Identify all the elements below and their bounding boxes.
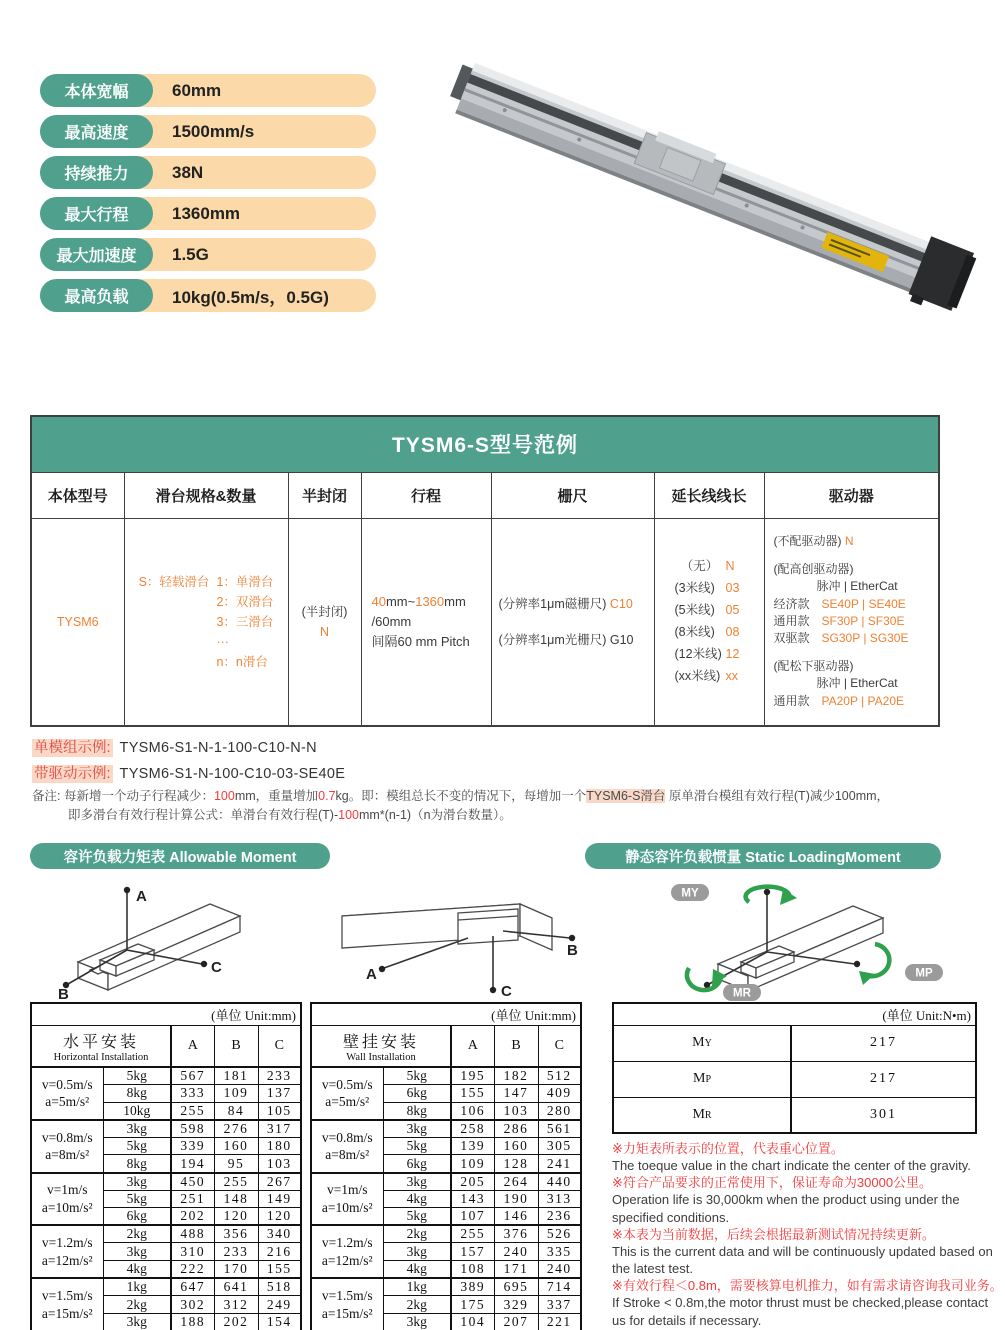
slider-option: ··· xyxy=(216,634,229,649)
value-cell: 313 xyxy=(538,1190,581,1208)
value-cell: 84 xyxy=(214,1102,258,1120)
spec-badge xyxy=(40,115,376,148)
value-cell: 526 xyxy=(538,1225,581,1243)
load-cell: 3kg xyxy=(383,1243,451,1261)
value-cell: 276 xyxy=(214,1120,258,1138)
col-a: A xyxy=(451,1025,494,1067)
load-cell: 5kg xyxy=(103,1190,171,1208)
value-cell: 337 xyxy=(538,1296,581,1314)
value-cell: 302 xyxy=(171,1296,214,1314)
load-cell: 3kg xyxy=(383,1173,451,1191)
slider-option: n：n滑台 xyxy=(216,654,268,669)
value-cell: 267 xyxy=(258,1173,301,1191)
value-cell: 170 xyxy=(214,1261,258,1279)
wall-install-diagram xyxy=(308,876,586,1000)
value-cell: 194 xyxy=(171,1155,214,1173)
footnote-en: Operation life is 30,000km when the product using under the specified conditions. xyxy=(612,1192,960,1225)
load-cell: 5kg xyxy=(383,1067,451,1085)
col-b: B xyxy=(494,1025,538,1067)
spec-label: 最高负载 xyxy=(40,279,153,312)
text-line: (不配驱动器) N xyxy=(773,534,854,549)
load-cell: 6kg xyxy=(383,1155,451,1173)
my-label: MY xyxy=(681,887,699,900)
value-cell: 339 xyxy=(171,1137,214,1155)
condition-cell xyxy=(31,1173,103,1226)
moment-value-cell: 301 xyxy=(791,1097,976,1133)
text-line: 双驱款 SG30P | SG30E xyxy=(773,631,909,646)
value-cell: 216 xyxy=(258,1243,301,1261)
footnote-cn: ※力矩表所表示的位置，代表重心位置。 xyxy=(612,1141,844,1156)
slider-option: 1：单滑台 xyxy=(216,574,274,589)
load-cell: 4kg xyxy=(103,1261,171,1279)
spec-label: 最高速度 xyxy=(40,115,153,148)
col-a: A xyxy=(171,1025,214,1067)
unit-note: (单位 Unit:mm) xyxy=(311,1003,581,1025)
value-cell: 108 xyxy=(451,1261,494,1279)
value-cell: 137 xyxy=(258,1085,301,1103)
cable-label: (3米线) xyxy=(674,581,715,595)
spec-label: 本体宽幅 xyxy=(40,74,153,107)
value-cell: 195 xyxy=(451,1067,494,1085)
footnote-en: This is the current data and will be continuously updated based on the latest test. xyxy=(612,1243,993,1277)
load-cell: 4kg xyxy=(383,1261,451,1279)
value-cell: 103 xyxy=(258,1155,301,1173)
value-cell: 128 xyxy=(494,1155,538,1173)
load-cell: 2kg xyxy=(103,1225,171,1243)
slider-count-options xyxy=(216,572,273,672)
cable-option xyxy=(655,644,764,666)
acceleration: a=15m/s² xyxy=(321,1305,373,1321)
model-example-table xyxy=(30,415,940,727)
slider-option: 2：双滑台 xyxy=(216,594,274,609)
value-cell: 205 xyxy=(451,1173,494,1191)
load-cell: 8kg xyxy=(103,1155,171,1173)
value-cell: 182 xyxy=(494,1067,538,1085)
velocity: v=0.5m/s xyxy=(321,1076,373,1092)
unit-note: (单位 Unit:mm) xyxy=(31,1003,301,1025)
spec-value: 1500mm/s xyxy=(40,115,376,148)
cable-label: (5米线) xyxy=(674,602,715,617)
value-cell: 258 xyxy=(451,1120,494,1138)
value-cell: 450 xyxy=(171,1173,214,1191)
spec-value: 1.5G xyxy=(40,238,376,271)
mp-label: MP xyxy=(915,967,933,980)
text-line: 40mm~1360mm xyxy=(371,593,466,609)
spec-label: 最大加速度 xyxy=(40,238,153,271)
value-cell: 180 xyxy=(258,1137,301,1155)
condition-cell xyxy=(31,1278,103,1330)
cable-code: xx xyxy=(725,668,738,683)
col-header: 半封闭 xyxy=(288,472,361,518)
order-code-example xyxy=(32,736,345,757)
value-cell: 647 xyxy=(171,1278,214,1296)
table-title: TYSM6-S型号范例 xyxy=(31,416,939,472)
acceleration: a=15m/s² xyxy=(41,1305,93,1321)
text-line: 通用款 SF30P | SF30E xyxy=(773,614,905,629)
value-cell: 155 xyxy=(451,1085,494,1103)
acceleration: a=8m/s² xyxy=(325,1147,370,1163)
footnote-cn: ※符合产品要求的正常使用下，保证寿命为30000公里。 xyxy=(612,1175,933,1191)
col-header: 滑台规格&数量 xyxy=(124,472,288,518)
spec-badge xyxy=(40,279,376,312)
footnote-cn: ※本表为当前数据，后续会根据最新测试情况持续更新。 xyxy=(612,1226,935,1242)
value-cell: 518 xyxy=(258,1278,301,1296)
value-cell: 188 xyxy=(171,1313,214,1330)
load-cell: 5kg xyxy=(103,1067,171,1085)
value-cell: 255 xyxy=(171,1102,214,1120)
text-line xyxy=(765,551,939,561)
cell-driver xyxy=(764,518,939,726)
value-cell: 488 xyxy=(171,1225,214,1243)
cell-slider-spec xyxy=(124,518,288,726)
acceleration: a=12m/s² xyxy=(41,1252,93,1268)
value-cell: 103 xyxy=(494,1102,538,1120)
value-cell: 233 xyxy=(258,1067,301,1085)
acceleration: a=12m/s² xyxy=(321,1252,373,1268)
value-cell: 139 xyxy=(451,1137,494,1155)
value-cell: 249 xyxy=(258,1296,301,1314)
value-cell: 104 xyxy=(451,1313,494,1330)
table-body-row xyxy=(31,518,939,726)
value-cell: 106 xyxy=(451,1102,494,1120)
value-cell: 181 xyxy=(214,1067,258,1085)
acceleration: a=8m/s² xyxy=(45,1147,90,1163)
value-cell: 409 xyxy=(538,1085,581,1103)
load-cell: 3kg xyxy=(103,1243,171,1261)
cable-label: (12米线) xyxy=(674,646,722,661)
cable-option xyxy=(655,600,764,622)
cell-semi-closed: (半封闭) N xyxy=(288,518,361,726)
value-cell: 440 xyxy=(538,1173,581,1191)
static-moment-table xyxy=(612,1002,977,1134)
value-cell: 160 xyxy=(494,1137,538,1155)
value-cell: 317 xyxy=(258,1120,301,1138)
cable-code: 12 xyxy=(725,646,740,661)
velocity: v=1.2m/s xyxy=(321,1235,373,1251)
spec-value: 60mm xyxy=(40,74,376,107)
load-cell: 6kg xyxy=(103,1208,171,1226)
value-cell: 190 xyxy=(494,1190,538,1208)
slider-option: 3：三滑台 xyxy=(216,614,274,629)
footnotes xyxy=(612,1140,1004,1329)
value-cell: 171 xyxy=(494,1261,538,1279)
value-cell: 240 xyxy=(494,1243,538,1261)
cable-code: N xyxy=(725,559,735,574)
footnote-en: If Stroke < 0.8m,the motor thrust must be checked,please contact us for details if necessary. xyxy=(612,1295,989,1328)
value-cell: 95 xyxy=(214,1155,258,1173)
spec-value: 1360mm xyxy=(40,197,376,230)
axis-label-b: B xyxy=(567,942,578,959)
cable-option xyxy=(655,578,764,600)
col-header: 本体型号 xyxy=(31,472,124,518)
condition-cell xyxy=(311,1173,383,1226)
cell-scale xyxy=(491,518,654,726)
slider-type: S：轻载滑台 xyxy=(138,574,210,589)
moment-name-cell: MR xyxy=(613,1097,791,1133)
load-cell: 3kg xyxy=(103,1120,171,1138)
text-line xyxy=(765,648,939,658)
value-cell: 241 xyxy=(538,1155,581,1173)
value-cell: 175 xyxy=(451,1296,494,1314)
velocity: v=0.8m/s xyxy=(41,1129,93,1145)
load-cell: 3kg xyxy=(103,1313,171,1330)
text-line: 脉冲 | EtherCat xyxy=(816,676,898,691)
value-cell: 641 xyxy=(214,1278,258,1296)
spec-badge xyxy=(40,197,376,230)
value-cell: 255 xyxy=(451,1225,494,1243)
mp-rotation-arrow xyxy=(869,944,889,976)
value-cell: 286 xyxy=(494,1120,538,1138)
value-cell: 598 xyxy=(171,1120,214,1138)
order-code-examples xyxy=(32,736,345,788)
axis-label-c: C xyxy=(501,983,512,1000)
value-cell: 146 xyxy=(494,1208,538,1226)
value-cell: 389 xyxy=(451,1278,494,1296)
col-b: B xyxy=(214,1025,258,1067)
cable-label: (xx米线) xyxy=(674,668,721,683)
velocity: v=1m/s xyxy=(46,1182,88,1198)
text-line: 备注: 每新增一个动子行程减少：100mm，重量增加0.7kg。即：模组总长不变的情况下，每增加一个TYSM6-S滑台 原单滑台模组有效行程(T)减少100mm， xyxy=(32,789,890,803)
section-title-static-loading-moment: 静态容许负载惯量 Static LoadingMoment xyxy=(585,843,941,869)
col-header: 行程 xyxy=(361,472,491,518)
spec-label: 最大行程 xyxy=(40,197,153,230)
cable-label: (8米线) xyxy=(674,624,715,639)
col-c: C xyxy=(258,1025,301,1067)
text-line: 即多滑台有效行程计算公式：单滑台有效行程(T)-100mm*(n-1)（n为滑台数量）。 xyxy=(68,808,512,823)
value-cell: 105 xyxy=(258,1102,301,1120)
cell-cable-length xyxy=(654,518,764,726)
table-header-row xyxy=(31,472,939,518)
condition-cell xyxy=(311,1278,383,1330)
velocity: v=1.5m/s xyxy=(41,1287,93,1303)
load-cell: 6kg xyxy=(383,1085,451,1103)
moment-name-cell: MY xyxy=(613,1025,791,1061)
text-line: /60mm xyxy=(371,613,412,629)
table-caption: 水平安装 Horizontal Installation xyxy=(31,1025,171,1067)
footnote-en: The toeque value in the chart indicate the center of the gravity. xyxy=(612,1158,971,1174)
footnote-cn: ※有效行程＜0.8m，需要核算电机推力，如有需求请咨询我司业务。 xyxy=(612,1278,1003,1294)
value-cell: 567 xyxy=(171,1067,214,1085)
example-code: TYSM6-S1-N-1-100-C10-N-N xyxy=(119,740,317,756)
cable-option xyxy=(655,556,764,578)
value-cell: 120 xyxy=(214,1208,258,1226)
value-cell: 280 xyxy=(538,1102,581,1120)
value-cell: 143 xyxy=(451,1190,494,1208)
value-cell: 207 xyxy=(494,1313,538,1330)
text-line: 通用款 PA20P | PA20E xyxy=(773,693,905,708)
value-cell: 202 xyxy=(171,1208,214,1226)
value-cell: 236 xyxy=(538,1208,581,1226)
cable-option xyxy=(655,622,764,644)
acceleration: a=5m/s² xyxy=(325,1094,370,1110)
value-cell: 312 xyxy=(214,1296,258,1314)
axis-label-a: A xyxy=(366,966,377,983)
load-cell: 4kg xyxy=(383,1190,451,1208)
value-cell: 155 xyxy=(258,1261,301,1279)
velocity: v=1.2m/s xyxy=(41,1235,93,1251)
value-cell: 154 xyxy=(258,1313,301,1330)
value-cell: 305 xyxy=(538,1137,581,1155)
axis-label-a: A xyxy=(136,888,147,905)
value-cell: 120 xyxy=(258,1208,301,1226)
text-line xyxy=(492,613,654,631)
text-line: 经济款 SE40P | SE40E xyxy=(773,596,906,611)
cell-model: TYSM6 xyxy=(31,518,124,726)
acceleration: a=10m/s² xyxy=(41,1199,93,1215)
value-cell: 233 xyxy=(214,1243,258,1261)
col-c: C xyxy=(538,1025,581,1067)
value-cell: 221 xyxy=(538,1313,581,1330)
static-moment-diagram xyxy=(613,872,978,1002)
unit-note: (单位 Unit:N•m) xyxy=(613,1003,976,1025)
condition-cell xyxy=(311,1225,383,1278)
example-label: 带驱动示例: xyxy=(34,766,111,782)
spec-badge xyxy=(40,238,376,271)
load-cell: 2kg xyxy=(383,1296,451,1314)
value-cell: 149 xyxy=(258,1190,301,1208)
value-cell: 222 xyxy=(171,1261,214,1279)
load-cell: 2kg xyxy=(103,1296,171,1314)
col-header: 延长线线长 xyxy=(654,472,764,518)
mr-label: MR xyxy=(733,987,751,1000)
value-cell: 340 xyxy=(258,1225,301,1243)
moment-value-cell: 217 xyxy=(791,1025,976,1061)
text-line: (分辨率1μm磁栅尺) C10 xyxy=(498,596,633,611)
value-cell: 333 xyxy=(171,1085,214,1103)
wall-install-table xyxy=(310,1002,582,1330)
value-cell: 376 xyxy=(494,1225,538,1243)
horizontal-install-table xyxy=(30,1002,302,1330)
value-cell: 109 xyxy=(451,1155,494,1173)
value-cell: 202 xyxy=(214,1313,258,1330)
cable-label: （无） xyxy=(674,559,719,574)
moment-value-cell: 217 xyxy=(791,1061,976,1097)
order-code-example xyxy=(32,762,345,783)
value-cell: 240 xyxy=(538,1261,581,1279)
load-cell: 3kg xyxy=(383,1313,451,1330)
product-image xyxy=(425,15,1000,325)
value-cell: 160 xyxy=(214,1137,258,1155)
load-cell: 5kg xyxy=(383,1137,451,1155)
value-cell: 695 xyxy=(494,1278,538,1296)
load-cell: 3kg xyxy=(103,1173,171,1191)
load-cell: 8kg xyxy=(383,1102,451,1120)
cable-code: 05 xyxy=(725,602,740,617)
value-cell: 310 xyxy=(171,1243,214,1261)
text-line: 间隔60 mm Pitch xyxy=(371,633,470,649)
condition-cell xyxy=(311,1067,383,1120)
condition-cell xyxy=(31,1225,103,1278)
load-cell: 10kg xyxy=(103,1102,171,1120)
spec-value: 38N xyxy=(40,156,376,189)
spec-badge-list xyxy=(40,74,376,320)
cable-option xyxy=(655,666,764,688)
text-line: (分辨率1μm光栅尺) G10 xyxy=(498,632,634,647)
condition-cell xyxy=(311,1120,383,1173)
velocity: v=0.8m/s xyxy=(321,1129,373,1145)
spec-badge xyxy=(40,74,376,107)
velocity: v=1m/s xyxy=(326,1182,368,1198)
condition-cell xyxy=(31,1120,103,1173)
load-cell: 2kg xyxy=(383,1225,451,1243)
load-cell: 5kg xyxy=(383,1208,451,1226)
linear-actuator-rail xyxy=(442,53,978,317)
value-cell: 157 xyxy=(451,1243,494,1261)
cable-code: 03 xyxy=(725,581,740,595)
text-line: 脉冲 | EtherCat xyxy=(816,579,898,594)
condition-cell xyxy=(31,1067,103,1120)
value-cell: 512 xyxy=(538,1067,581,1085)
spec-label: 持续推力 xyxy=(40,156,153,189)
value-cell: 356 xyxy=(214,1225,258,1243)
velocity: v=0.5m/s xyxy=(41,1076,93,1092)
section-title-allowable-moment: 容许负载力矩表 Allowable Moment xyxy=(30,843,330,869)
load-cell: 5kg xyxy=(103,1137,171,1155)
acceleration: a=5m/s² xyxy=(45,1094,90,1110)
example-code: TYSM6-S1-N-100-C10-03-SE40E xyxy=(119,766,346,782)
load-cell: 8kg xyxy=(103,1085,171,1103)
value-cell: 148 xyxy=(214,1190,258,1208)
moment-name-cell: MP xyxy=(613,1061,791,1097)
value-cell: 147 xyxy=(494,1085,538,1103)
velocity: v=1.5m/s xyxy=(321,1287,373,1303)
value-cell: 329 xyxy=(494,1296,538,1314)
cable-code: 08 xyxy=(725,624,740,639)
horizontal-install-diagram xyxy=(30,876,300,1000)
value-cell: 107 xyxy=(451,1208,494,1226)
text-line: (配松下驱动器) xyxy=(773,658,854,673)
load-cell: 1kg xyxy=(383,1278,451,1296)
value-cell: 264 xyxy=(494,1173,538,1191)
axis-label-b: B xyxy=(58,986,69,1000)
value-cell: 109 xyxy=(214,1085,258,1103)
example-label: 单模组示例: xyxy=(34,740,111,756)
value-cell: 251 xyxy=(171,1190,214,1208)
spec-badge xyxy=(40,156,376,189)
load-cell: 1kg xyxy=(103,1278,171,1296)
text-line: (配高创驱动器) xyxy=(773,561,854,576)
col-header: 驱动器 xyxy=(764,472,939,518)
spec-value: 10kg(0.5m/s，0.5G) xyxy=(40,279,376,312)
value-cell: 561 xyxy=(538,1120,581,1138)
cell-stroke xyxy=(361,518,491,726)
axis-label-c: C xyxy=(211,959,222,976)
remark-note xyxy=(32,787,977,826)
value-cell: 255 xyxy=(214,1173,258,1191)
col-header: 栅尺 xyxy=(491,472,654,518)
value-cell: 335 xyxy=(538,1243,581,1261)
table-caption: 壁挂安装 Wall Installation xyxy=(311,1025,451,1067)
value-cell: 714 xyxy=(538,1278,581,1296)
acceleration: a=10m/s² xyxy=(321,1199,373,1215)
load-cell: 3kg xyxy=(383,1120,451,1138)
